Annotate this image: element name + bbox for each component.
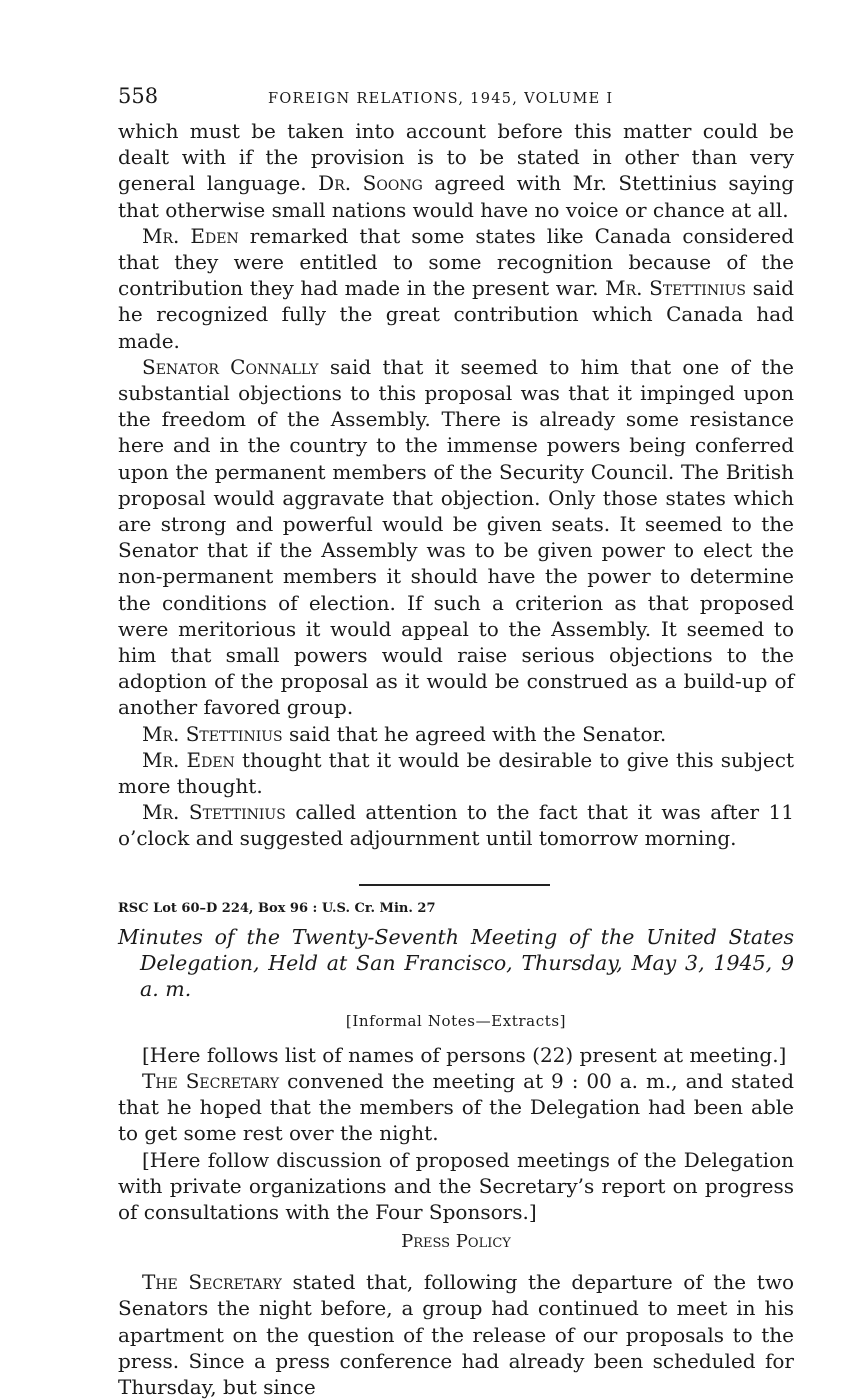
paragraph: [Here follow discussion of proposed meetings of the Delegation with private organizations and the Secretary’s report on progress of consultations with the Four Sponsors.] bbox=[118, 1147, 794, 1224]
speaker-name: Senator Connally bbox=[142, 354, 319, 379]
section-heading: Press Policy bbox=[401, 1231, 511, 1253]
speaker-name: Dr. Soong bbox=[318, 171, 423, 196]
speaker-name: Mr. Eden bbox=[142, 223, 239, 248]
document-subheading: [Informal Notes—Extracts] bbox=[345, 1011, 567, 1030]
document-title: Minutes of the Twenty-Seventh Meeting of the United States Delegation, Held at San Francisco, Thursday, May 3, 1945, 9 a. m. bbox=[118, 924, 794, 1001]
paragraph: The Secretary convened the meeting at 9 : 00 a. m., and stated that he hoped that the members of the Delegation had been able to get some rest over the night. bbox=[118, 1068, 795, 1146]
running-head: FOREIGN RELATIONS, 1945, VOLUME I bbox=[268, 91, 614, 107]
speaker-name: Mr. Stettinius bbox=[142, 721, 283, 746]
speaker-name: The Secretary bbox=[142, 1068, 280, 1093]
speaker-name: The Secretary bbox=[142, 1270, 282, 1295]
section-divider bbox=[118, 872, 794, 898]
document-page bbox=[118, 84, 794, 1400]
page-number: 558 bbox=[118, 84, 159, 108]
paragraph: Mr. Stettinius said that he agreed with the Senator. bbox=[142, 721, 667, 746]
speaker-name: Mr. Stettinius bbox=[605, 276, 747, 301]
paragraph: which must be taken into account before this matter could be dealt with if the provision is to be stated in other than very general language. Dr. Soong agreed with Mr. Stettinius saying that otherwise small nations would have no voice or chance at all. bbox=[118, 119, 794, 222]
source-citation: RSC Lot 60–D 224, Box 96 : U.S. Cr. Min. 27 bbox=[118, 900, 436, 916]
speaker-name: Mr. Stettinius bbox=[142, 800, 286, 825]
speaker-name: Mr. Eden bbox=[142, 747, 235, 772]
paragraph: Mr. Eden remarked that some states like Canada considered that they were entitled to some recognition because of the contribution they had made in the present war. Mr. Stettinius said he recognized fully the great contribution which Canada had made. bbox=[118, 223, 794, 353]
paragraph: Mr. Eden thought that it would be desirable to give this subject more thought. bbox=[118, 747, 794, 799]
paragraph: Mr. Stettinius called attention to the fact that it was after 11 o’clock and suggested adjournment until tomorrow morning. bbox=[118, 800, 794, 851]
page-header bbox=[118, 84, 794, 118]
paragraph: [Here follows list of names of persons (22) present at meeting.] bbox=[142, 1042, 787, 1067]
paragraph: Senator Connally said that it seemed to him that one of the substantial objections to this proposal was that it impinged upon the freedom of the Assembly. There is already some resistance here and in the country to the immense powers being conferred upon the permanent members of the Security Council. The British proposal would aggravate that objection. Only those states which are strong and powerful would be given seats. It seemed to the Senator that if the Assembly was to be given power to elect the non-permanent members it should have the power to determine the conditions of election. If such a criterion as that proposed were meritorious it would appeal to the Assembly. It seemed to him that small powers would raise serious objections to the adoption of the proposal as it would be construed as a build-up of another favored group. bbox=[118, 354, 794, 720]
paragraph: The Secretary stated that, following the departure of the two Senators the night before, a group had continued to meet in his apartment on the question of the release of our proposals to the press. Since a press conference had already been scheduled for Thursday, but since bbox=[118, 1270, 794, 1399]
